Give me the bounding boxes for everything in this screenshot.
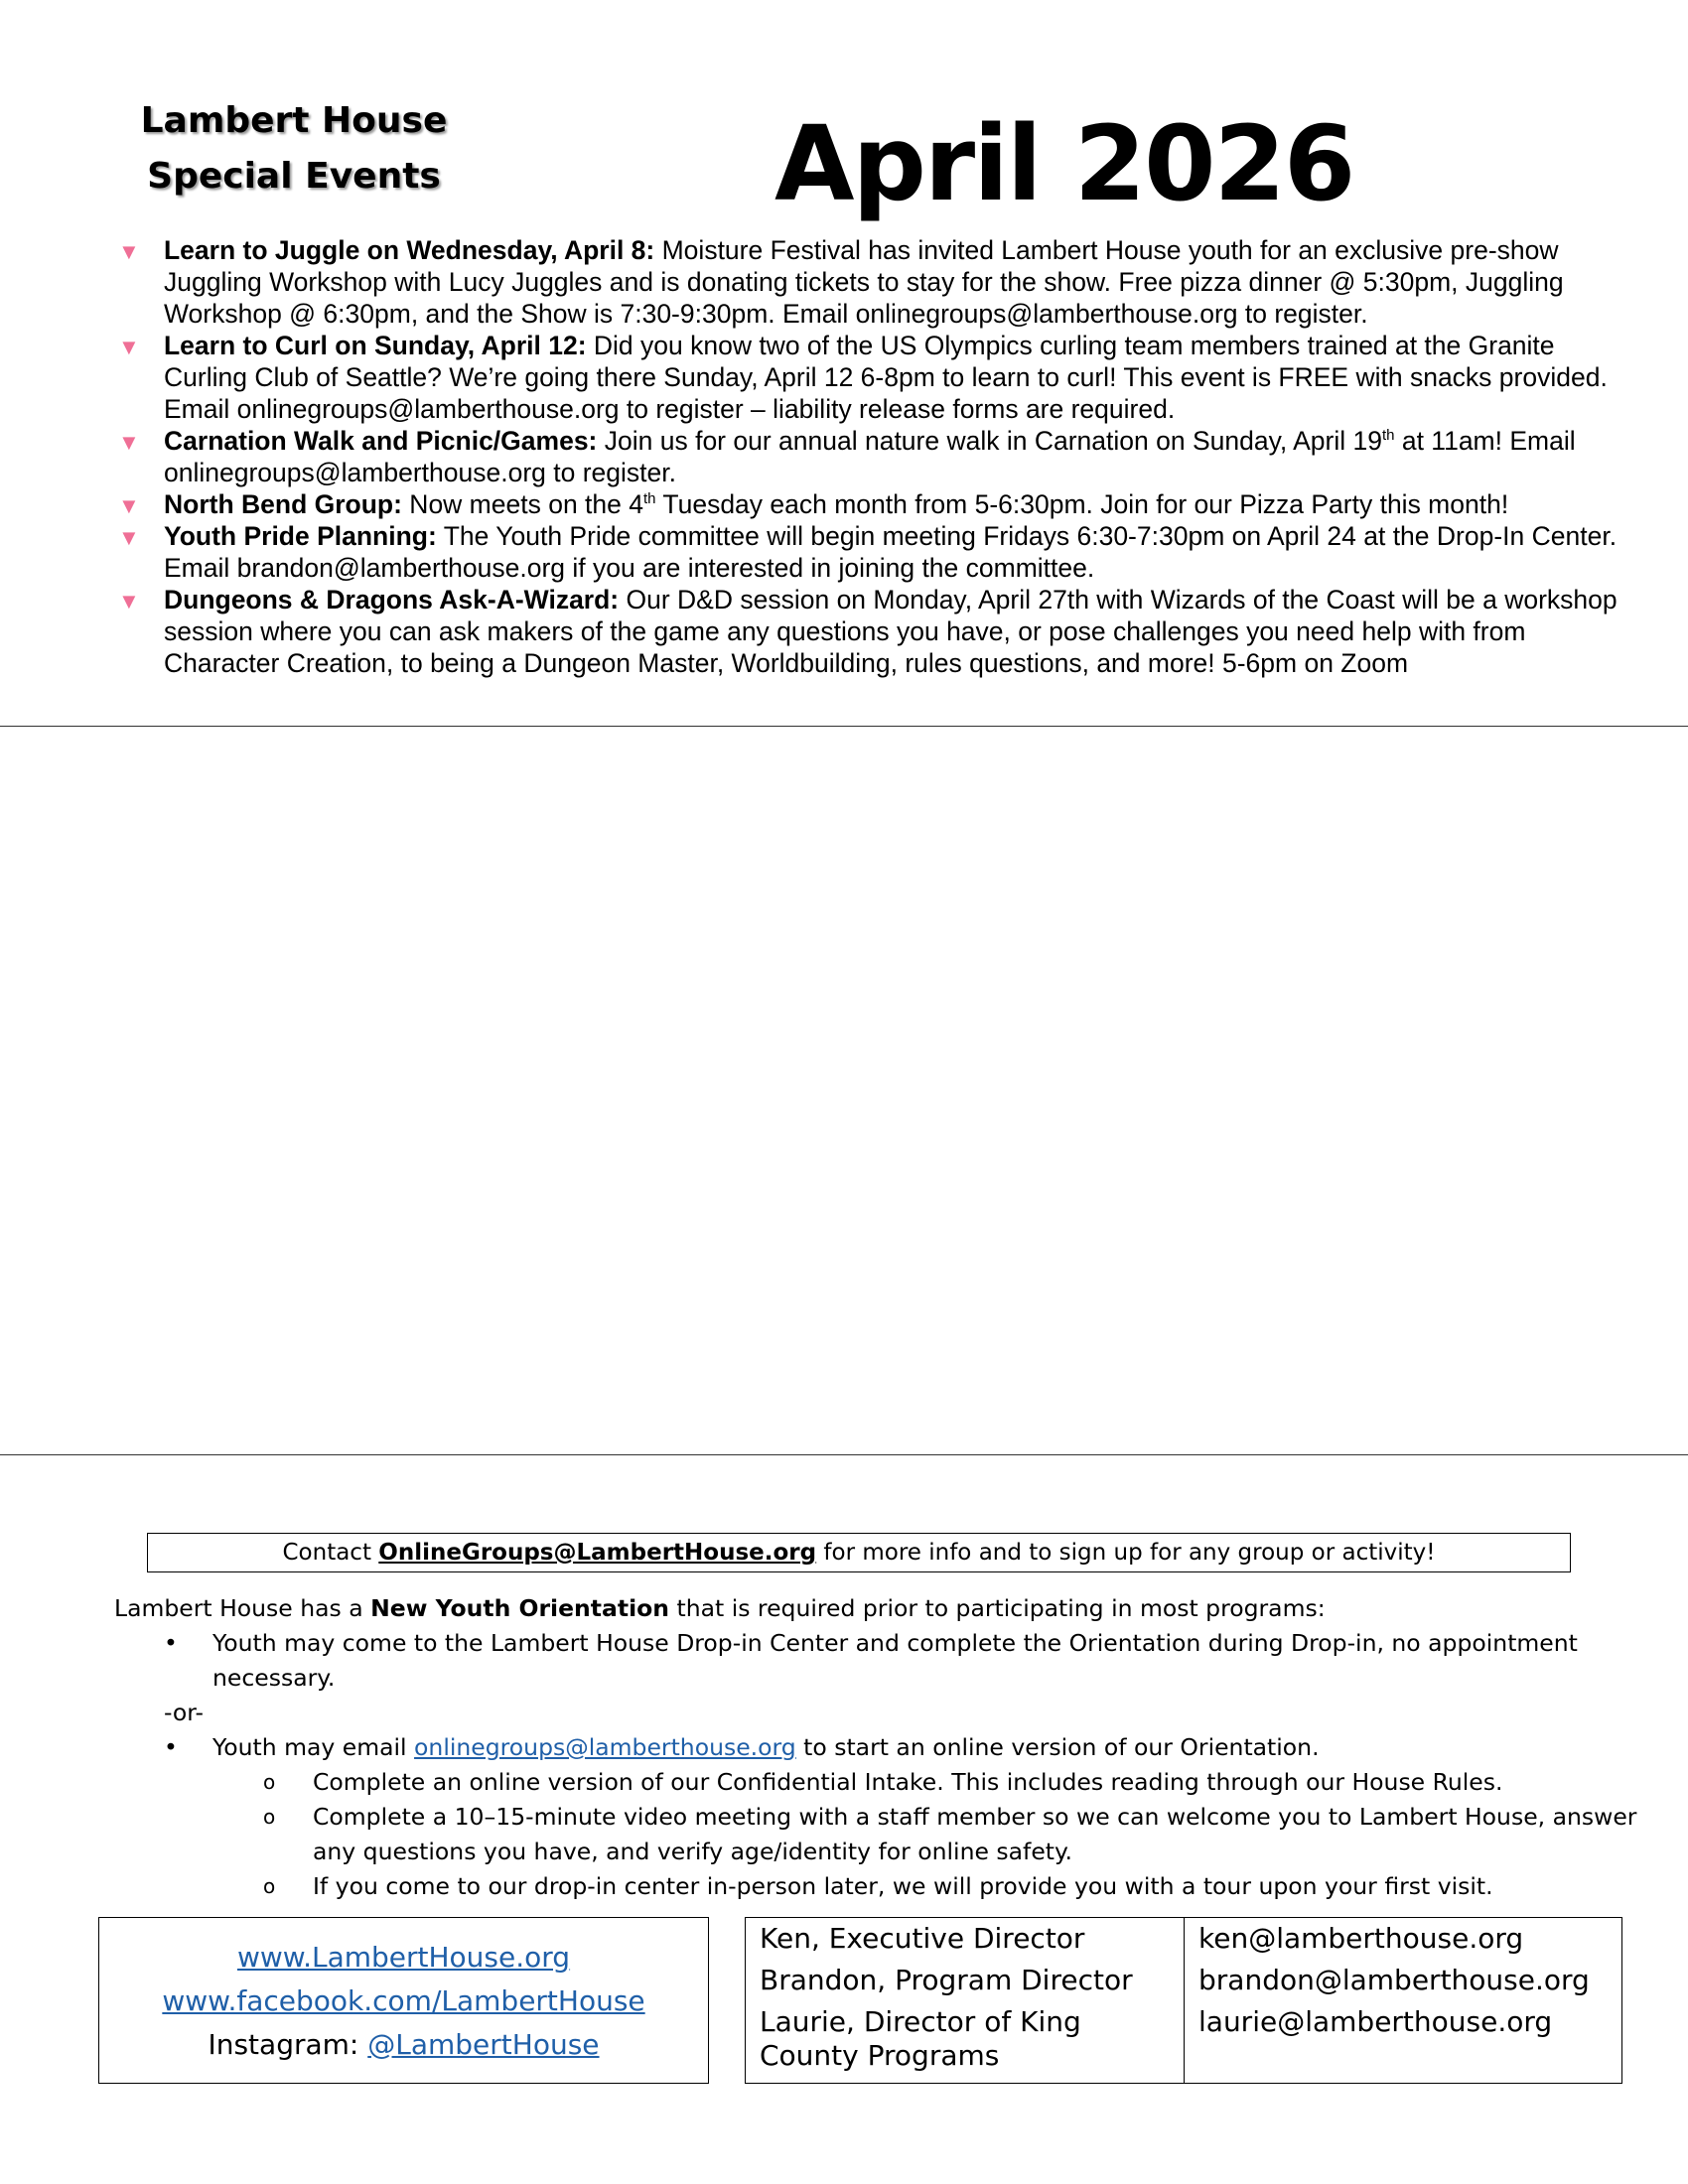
orientation-intro	[114, 1591, 1643, 1626]
event-item	[111, 520, 1620, 584]
links-box	[98, 1917, 709, 2084]
event-text-after: at 11am! Email onlinegroups@lamberthouse.org to register.	[164, 426, 1576, 487]
event-title: Dungeons & Dragons Ask-A-Wizard:	[164, 585, 620, 614]
event-text: Did you know two of the US Olympics curling team members trained at the Granite Curling Club of Seattle? We’re going there Sunday, April 12 6-8pm to learn to curl! This event is FREE with snacks provided. Email onlinegroups@lamberthouse.org to register – liability release forms are required.	[164, 331, 1608, 424]
option-text: Youth may email	[212, 1733, 415, 1761]
intro-text: Lambert House has a	[114, 1594, 371, 1622]
triangle-bullet-icon: ▼	[118, 525, 140, 550]
staff-email[interactable]: brandon@lamberthouse.org	[1198, 1964, 1590, 1996]
intro-text-after: that is required prior to participating in most programs:	[669, 1594, 1326, 1622]
orientation-step	[114, 1765, 1643, 1800]
or-separator: -or-	[164, 1699, 204, 1726]
triangle-bullet-icon: ▼	[118, 589, 140, 614]
event-title: Carnation Walk and Picnic/Games:	[164, 426, 598, 456]
event-text-after: Tuesday each month from 5-6:30pm. Join for our Pizza Party this month!	[655, 489, 1509, 519]
instagram-link[interactable]: @LambertHouse	[367, 2028, 600, 2061]
event-item	[111, 584, 1620, 679]
page-title: April 2026	[774, 103, 1354, 224]
staff-contacts-table	[745, 1917, 1622, 2084]
option-text-after: to start an online version of our Orientation.	[795, 1733, 1320, 1761]
event-text: Join us for our annual nature walk in Carnation on Sunday, April 19	[597, 426, 1382, 456]
step-text: Complete an online version of our Confidential Intake. This includes reading through our House Rules.	[313, 1768, 1503, 1796]
section-divider-top	[0, 726, 1688, 727]
event-title: North Bend Group:	[164, 489, 402, 519]
intro-bold: New Youth Orientation	[370, 1594, 670, 1622]
org-title-line2: Special Events	[147, 156, 441, 197]
staff-emails-column	[1185, 1918, 1622, 2084]
bullet-icon: •	[164, 1733, 178, 1761]
contact-banner	[147, 1533, 1571, 1572]
event-item	[111, 330, 1620, 425]
event-superscript: th	[1381, 427, 1395, 445]
event-item	[111, 488, 1620, 520]
staff-email[interactable]: ken@lamberthouse.org	[1198, 1922, 1524, 1955]
step-text: Complete a 10–15-minute video meeting with a staff member so we can welcome you to Lambert House, answer any questions you have, and verify age/identity for online safety.	[313, 1803, 1637, 1865]
event-item	[111, 425, 1620, 488]
event-title: Youth Pride Planning:	[164, 521, 437, 551]
orientation-option-2	[114, 1730, 1643, 1765]
event-text: The Youth Pride committee will begin meeting Fridays 6:30-7:30pm on April 24 at the Drop-In Center. Email brandon@lamberthouse.org if you are interested in joining the committee.	[164, 521, 1618, 583]
circle-bullet-icon: o	[263, 1805, 276, 1829]
event-title: Learn to Curl on Sunday, April 12:	[164, 331, 587, 360]
org-title	[117, 93, 471, 205]
staff-email[interactable]: laurie@lamberthouse.org	[1198, 2005, 1553, 2038]
org-title-line1: Lambert House	[140, 100, 448, 141]
event-item	[111, 234, 1620, 330]
website-link[interactable]: www.LambertHouse.org	[236, 1941, 571, 1974]
event-superscript: th	[642, 490, 656, 508]
orientation-option-1	[114, 1626, 1643, 1696]
contact-prefix: Contact	[282, 1540, 379, 1566]
circle-bullet-icon: o	[263, 1770, 276, 1794]
orientation-section	[114, 1591, 1643, 1904]
staff-role: Laurie, Director of King County Programs	[760, 2005, 1081, 2072]
orientation-step	[114, 1869, 1643, 1904]
triangle-bullet-icon: ▼	[118, 335, 140, 359]
events-list	[111, 234, 1620, 679]
online-groups-email-link[interactable]: onlinegroups@lamberthouse.org	[414, 1733, 796, 1761]
staff-role: Ken, Executive Director	[760, 1922, 1085, 1955]
event-text: Moisture Festival has invited Lambert House youth for an exclusive pre-show Juggling Workshop with Lucy Juggles and is donating tickets to stay for the show. Free pizza dinner @ 5:30pm, Juggling Workshop @ 6:30pm, and the Show is 7:30-9:30pm. Email onlinegroups@lamberthouse.org to register.	[164, 235, 1564, 329]
bullet-icon: •	[164, 1629, 178, 1657]
contact-email-link[interactable]: OnlineGroups@LambertHouse.org	[378, 1540, 817, 1566]
step-text: If you come to our drop-in center in-person later, we will provide you with a tour upon your first visit.	[313, 1872, 1493, 1900]
section-divider-bottom	[0, 1454, 1688, 1455]
orientation-step	[114, 1800, 1643, 1869]
circle-bullet-icon: o	[263, 1874, 276, 1898]
event-title: Learn to Juggle on Wednesday, April 8:	[164, 235, 655, 265]
contact-suffix: for more info and to sign up for any group or activity!	[816, 1540, 1436, 1566]
facebook-link[interactable]: www.facebook.com/LambertHouse	[162, 1984, 645, 2017]
staff-role: Brandon, Program Director	[760, 1964, 1133, 1996]
event-text: Now meets on the 4	[401, 489, 643, 519]
option-text: Youth may come to the Lambert House Drop-in Center and complete the Orientation during Drop-in, no appointment necessary.	[212, 1629, 1578, 1692]
triangle-bullet-icon: ▼	[118, 239, 140, 264]
event-text: Our D&D session on Monday, April 27th with Wizards of the Coast will be a workshop session where you can ask makers of the game any questions you have, or pose challenges you need help with from Character Creation, to being a Dungeon Master, Worldbuilding, rules questions, and more! 5-6pm on Zoom	[164, 585, 1618, 678]
instagram-label: Instagram:	[208, 2028, 368, 2061]
triangle-bullet-icon: ▼	[118, 430, 140, 455]
staff-roles-column	[746, 1918, 1185, 2084]
triangle-bullet-icon: ▼	[118, 493, 140, 518]
